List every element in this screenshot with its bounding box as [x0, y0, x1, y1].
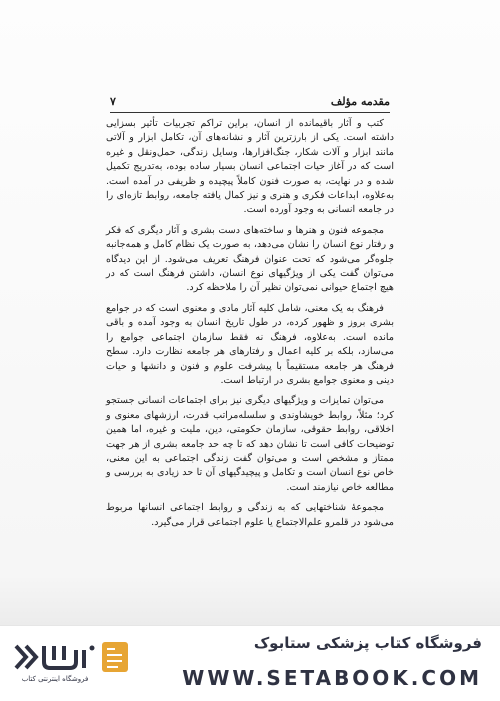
- page-number: ۷: [110, 94, 116, 108]
- paragraph: کتب و آثار باقیمانده از انسان، براین تراکم تجربیات تأثیر بسزایی داشته است. یکی از بارزترین آثار و نشانه‌های آن، تکامل ابزار و آلاتی مانند ابزار و آلات شکار، جنگ‌افزارها، وسایل زندگی، حمل‌ونقل و غیره است که در آغاز حیات اجتماعی انسان بسیار ساده بوده، به‌تدریج تکمیل شده و در نهایت، به صورت فنون کاملاً پیچیده و ظریفی در آمده است. به‌علاوه، ابداعات فکری و هنری و نیز کمال یافته جامعه، روابط تازه‌ای را در جامعه انسانی به وجود آورده است.: [106, 118, 394, 216]
- logo-mark-icon: [10, 640, 132, 674]
- store-name: فروشگاه کتاب پزشکی ستابوک: [253, 634, 482, 652]
- paragraph: مجموعهٔ شناختهایی که به زندگی و روابط اجتماعی انسانها مربوط می‌شود در قلمرو علم‌الاجتماع یا علوم اجتماعی قرار می‌گیرد.: [106, 502, 394, 528]
- setabook-logo: [10, 640, 132, 688]
- logo-subtitle: فروشگاه اینترنتی کتاب: [21, 675, 89, 683]
- body-text: [106, 117, 394, 530]
- paragraph: می‌توان تمایزات و ویژگیهای دیگری نیز برای اجتماعات انسانی جستجو کرد؛ مثلاً، روابط خویشاوندی و سلسله‌مراتب قدرت، ارزشهای معنوی و اخلاقی، روابط حقوقی، سازمان حکومتی، دین، ملیت و غیره، اما همین توضیحات کافی است تا نشان دهد که تا چه حد جامعه بشری از هر جهت ممتاز و مشخص است و می‌توان گفت زندگی اجتماعی به این معنی، خاص نوع انسان است و تکامل و پیچیدگیهای آن تا حد زیادی به بررسی و مطالعه خاص نیازمند است.: [106, 395, 394, 493]
- paragraph: فرهنگ به یک معنی، شامل کلیه آثار مادی و معنوی است که در جوامع بشری بروز و ظهور کرده، در طول تاریخ انسان به وجود آمده و باقی مانده است. به‌علاوه، فرهنگ نه فقط سازمان اجتماعی جوامع را می‌سازد، بلکه بر کلیه اعمال و رفتارهای هر جامعه نظارت دارد. سطح فرهنگ هر جامعه مستقیماً با پیشرفت علوم و فنون و دانشها و حیات دینی و معنوی جوامع بشری در ارتباط است.: [106, 302, 394, 386]
- paragraph: مجموعه فنون و هنرها و ساخته‌های دست بشری و آثار دیگری که فکر و رفتار نوع انسان را نشان می‌دهد، به صورت یک نظام کامل و همه‌جانبه جلوه‌گر می‌شود که تحت عنوان فرهنگ تعریف می‌شود. از این دیدگاه می‌توان گفت یکی از ویژگیهای نوع انسان، داشتن فرهنگ است که در هیچ اجتماع حیوانی نمی‌توان نظیر آن را ملاحظه کرد.: [106, 224, 394, 294]
- running-head: [110, 94, 390, 108]
- store-footer: [0, 625, 500, 701]
- store-url-link[interactable]: WWW.SETABOOK.COM: [182, 666, 482, 690]
- header-rule: [110, 112, 390, 113]
- page-title: مقدمه مؤلف: [330, 94, 390, 108]
